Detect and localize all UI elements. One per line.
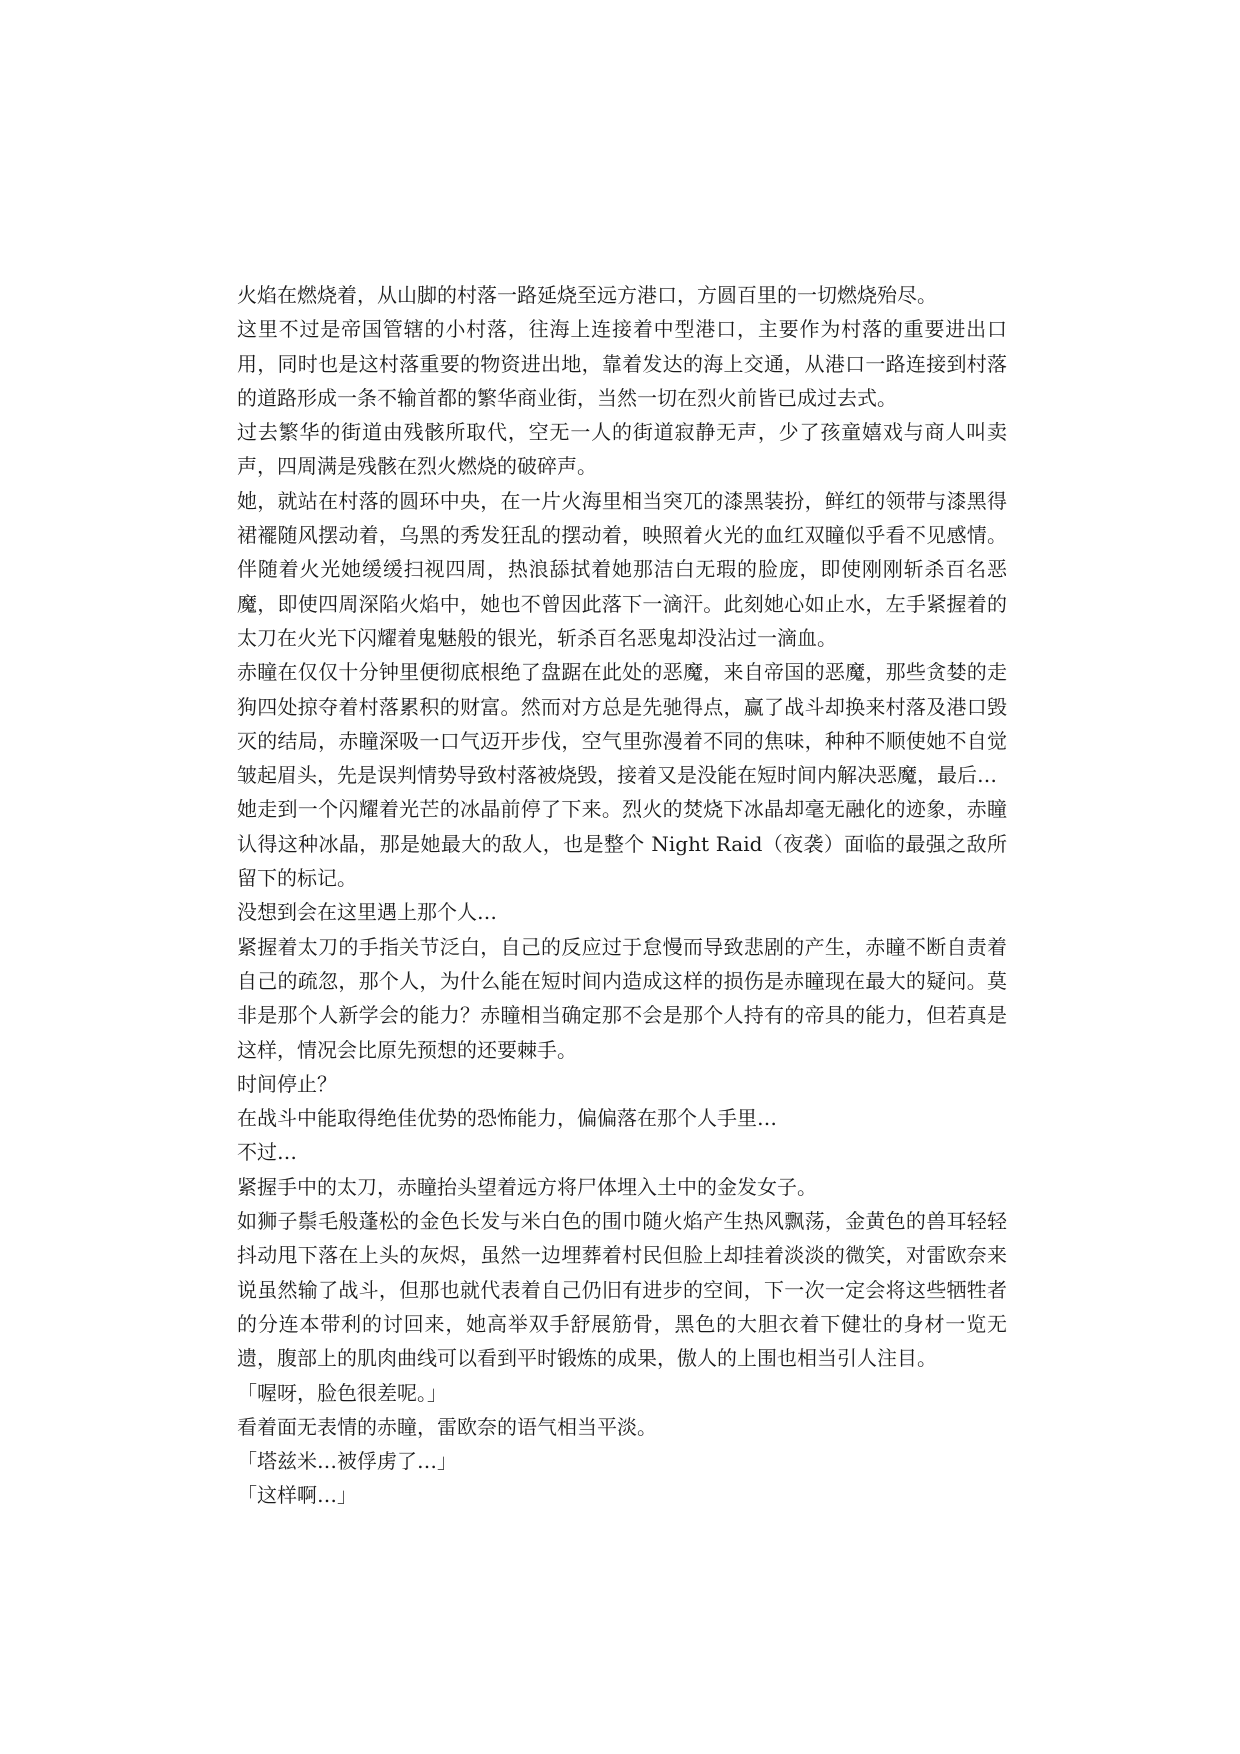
dialogue-line: 「这样啊…」 (237, 1483, 357, 1508)
paragraph: 不过… (237, 1140, 297, 1165)
paragraph: 没想到会在这里遇上那个人… (237, 900, 497, 925)
paragraph: 紧握手中的太刀，赤瞳抬头望着远方将尸体埋入土中的金发女子。 (237, 1174, 817, 1199)
paragraph: 过去繁华的街道由残骸所取代，空无一人的街道寂静无声，少了孩童嬉戏与商人叫卖声，四周满是残骸在烈火燃烧的破碎声。 (237, 420, 1007, 479)
paragraph: 在战斗中能取得绝佳优势的恐怖能力，偏偏落在那个人手里… (237, 1106, 777, 1131)
paragraph: 这里不过是帝国管辖的小村落，往海上连接着中型港口，主要作为村落的重要进出口用，同时也是这村落重要的物资进出地，靠着发达的海上交通，从港口一路连接到村落的道路形成一条不输首都的繁华商业街，当然一切在烈火前皆已成过去式。 (237, 317, 1007, 410)
paragraph: 如狮子鬃毛般蓬松的金色长发与米白色的围巾随火焰产生热风飘荡，金黄色的兽耳轻轻抖动甩下落在上头的灰烬，虽然一边埋葬着村民但脸上却挂着淡淡的微笑，对雷欧奈来说虽然输了战斗，但那也就代表着自己仍旧有进步的空间，下一次一定会将这些牺牲者的分连本带利的讨回来，她高举双手舒展筋骨，黑色的大胆衣着下健壮的身材一览无遗，腹部上的肌肉曲线可以看到平时锻炼的成果，傲人的上围也相当引人注目。 (237, 1209, 1007, 1371)
dialogue-line: 「喔呀，脸色很差呢。」 (237, 1380, 447, 1405)
paragraph: 时间停止？ (237, 1071, 337, 1096)
paragraph: 火焰在燃烧着，从山脚的村落一路延烧至远方港口，方圆百里的一切燃烧殆尽。 (237, 283, 937, 307)
dialogue-line: 「塔兹米…被俘虏了…」 (237, 1449, 457, 1474)
paragraph: 她，就站在村落的圆环中央，在一片火海里相当突兀的漆黑装扮，鲜红的领带与漆黑得裙襬随风摆动着，乌黑的秀发狂乱的摆动着，映照着火光的血红双瞳似乎看不见感情。伴随着火光她缓缓扫视四周，热浪舔拭着她那洁白无瑕的脸庞，即使刚刚斩杀百名恶魔，即使四周深陷火焰中，她也不曾因此落下一滴汗。此刻她心如止水，左手紧握着的太刀在火光下闪耀着鬼魅般的银光，斩杀百名恶鬼却没沾过一滴血。 (237, 488, 1007, 650)
paragraph: 赤瞳在仅仅十分钟里便彻底根绝了盘踞在此处的恶魔，来自帝国的恶魔，那些贪婪的走狗四处掠夺着村落累积的财富。然而对方总是先驰得点，赢了战斗却换来村落及港口毁灭的结局，赤瞳深吸一口气迈开步伐，空气里弥漫着不同的焦味，种种不顺使她不自觉皱起眉头，先是误判情势导致村落被烧毁，接着又是没能在短时间内解决恶魔，最后… (237, 660, 1007, 788)
body-text (237, 278, 1007, 1513)
paragraph: 紧握着太刀的手指关节泛白，自己的反应过于怠慢而导致悲剧的产生，赤瞳不断自责着自己的疏忽，那个人，为什么能在短时间内造成这样的损伤是赤瞳现在最大的疑问。莫非是那个人新学会的能力？赤瞳相当确定那不会是那个人持有的帝具的能力，但若真是这样，情况会比原先预想的还要棘手。 (237, 934, 1007, 1062)
paragraph: 看着面无表情的赤瞳，雷欧奈的语气相当平淡。 (237, 1414, 657, 1439)
paragraph: 她走到一个闪耀着光芒的冰晶前停了下来。烈火的焚烧下冰晶却毫无融化的迹象，赤瞳认得这种冰晶，那是她最大的敌人，也是整个 Night Raid（夜袭）面临的最强之敌所留下的标记。 (237, 797, 1007, 891)
